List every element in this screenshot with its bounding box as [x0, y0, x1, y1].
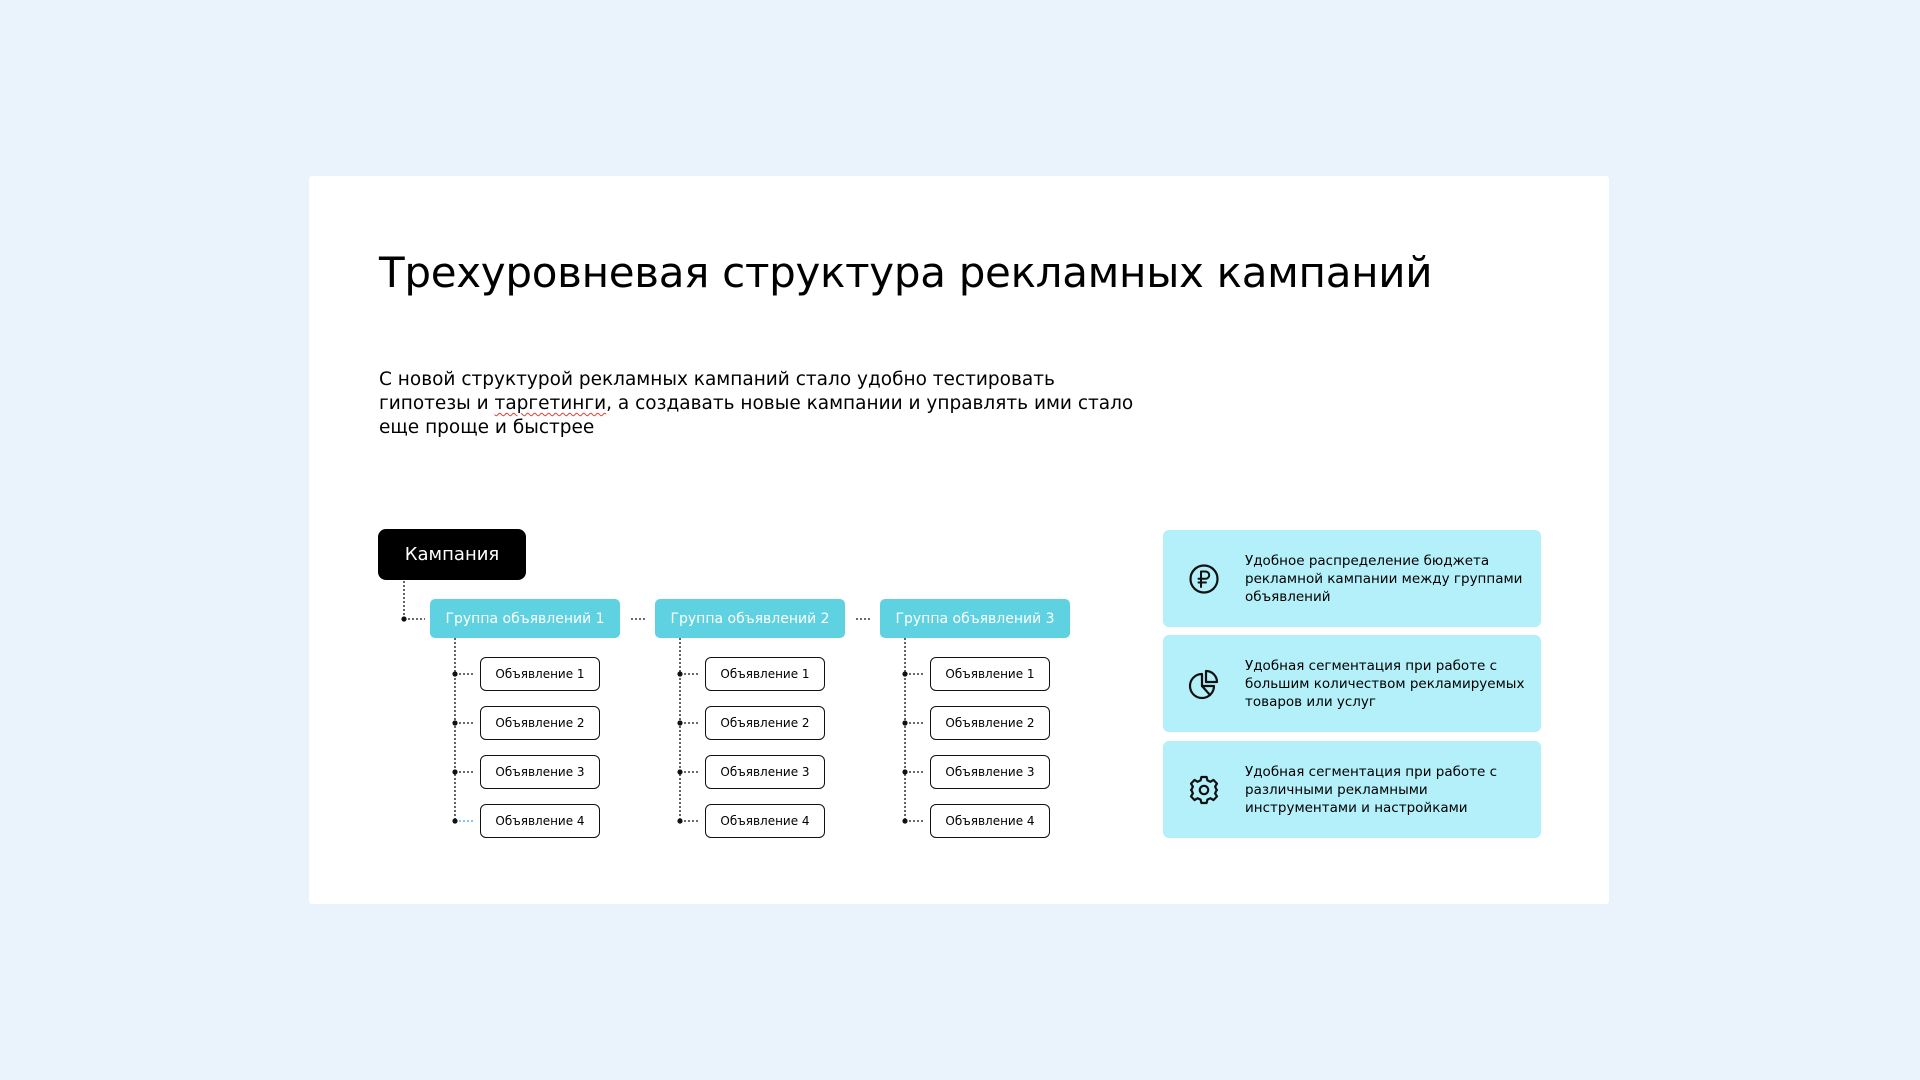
gear-icon: [1187, 773, 1221, 807]
benefit-card-segmentation-products: [1163, 635, 1541, 732]
benefit-card-budget: [1163, 530, 1541, 627]
ad-box: Объявление 4: [705, 804, 825, 838]
ad-box: Объявление 1: [480, 657, 600, 691]
ad-box: Объявление 4: [930, 804, 1050, 838]
slide: [309, 176, 1609, 904]
ad-box: Объявление 3: [930, 755, 1050, 789]
benefit-text: Удобная сегментация при работе с различными рекламными инструментами и настройками: [1245, 763, 1498, 816]
benefit-text: Удобная сегментация при работе с большим количеством рекламируемых товаров или услуг: [1245, 657, 1525, 710]
intro-text: [379, 368, 1139, 440]
slide-title: Трехуровневая структура рекламных кампаний: [379, 248, 1433, 297]
campaign-box: Кампания: [378, 529, 526, 580]
ad-box: Объявление 2: [930, 706, 1050, 740]
intro-text-after: , а создавать новые кампании и управлять ими стало еще проще и быстрее: [379, 393, 1134, 438]
ad-box: Объявление 3: [705, 755, 825, 789]
pie-chart-icon: [1187, 667, 1221, 701]
ad-group-2: Группа объявлений 2: [655, 599, 845, 638]
intro-text-before: С новой структурой рекламных кампаний стало удобно тестировать гипотезы и: [379, 369, 1055, 414]
spellcheck-flagged-word: таргетинги: [494, 393, 607, 414]
ad-group-3: Группа объявлений 3: [880, 599, 1070, 638]
ad-box: Объявление 2: [705, 706, 825, 740]
benefit-card-segmentation-tools: [1163, 741, 1541, 838]
ad-box: Объявление 2: [480, 706, 600, 740]
ad-group-1: Группа объявлений 1: [430, 599, 620, 638]
ad-box: Объявление 1: [930, 657, 1050, 691]
ad-box: Объявление 1: [705, 657, 825, 691]
ruble-icon: [1187, 562, 1221, 596]
benefit-text: Удобное распределение бюджета рекламной кампании между группами объявлений: [1245, 552, 1523, 605]
ad-box: Объявление 3: [480, 755, 600, 789]
ad-box: Объявление 4: [480, 804, 600, 838]
